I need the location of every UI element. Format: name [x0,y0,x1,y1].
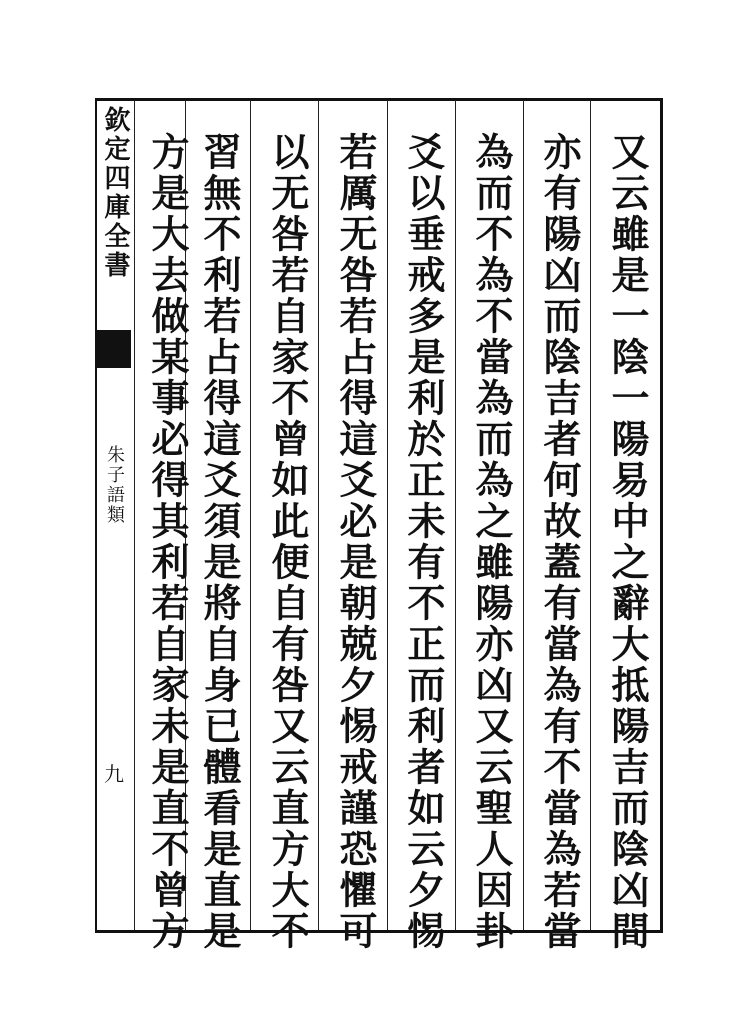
text-column-8: 方是大去做某事必得其利若自家未是直不曾方 [145,132,190,952]
text-column-4: 爻以垂戒多是利於正未有不正而利者如云夕惕 [401,132,446,952]
margin-book-title: 朱子語類 [104,445,125,525]
margin-page-number: 九 [104,762,124,786]
text-column-3: 為而不為不當為而為之雖陽亦凶又云聖人因卦 [469,132,514,952]
fish-tail-line [97,364,131,368]
frame-left-border [95,98,97,933]
margin-title: 欽定四庫全書 [100,106,130,280]
text-column-5: 若厲无咎若占得這爻必是朝兢夕惕戒謹恐懼可 [333,132,378,952]
text-column-7: 習無不利若占得這爻須是將自身已體看是直是 [197,132,242,952]
column-divider [318,100,319,930]
column-divider [250,100,251,930]
frame-right-border [660,98,663,933]
column-divider [455,100,456,930]
column-divider [387,100,388,930]
column-divider [134,100,135,930]
text-column-2: 亦有陽凶而陰吉者何故蓋有當為有不當為若當 [537,132,582,952]
text-column-6: 以无咎若自家不曾如此便自有咎又云直方大不 [265,132,310,952]
column-divider [523,100,524,930]
column-divider [590,100,591,930]
text-column-1: 又云雖是一陰一陽易中之辭大抵陽吉而陰凶間 [605,132,650,952]
frame-top-border [95,98,663,101]
fish-tail-mark [97,330,131,364]
